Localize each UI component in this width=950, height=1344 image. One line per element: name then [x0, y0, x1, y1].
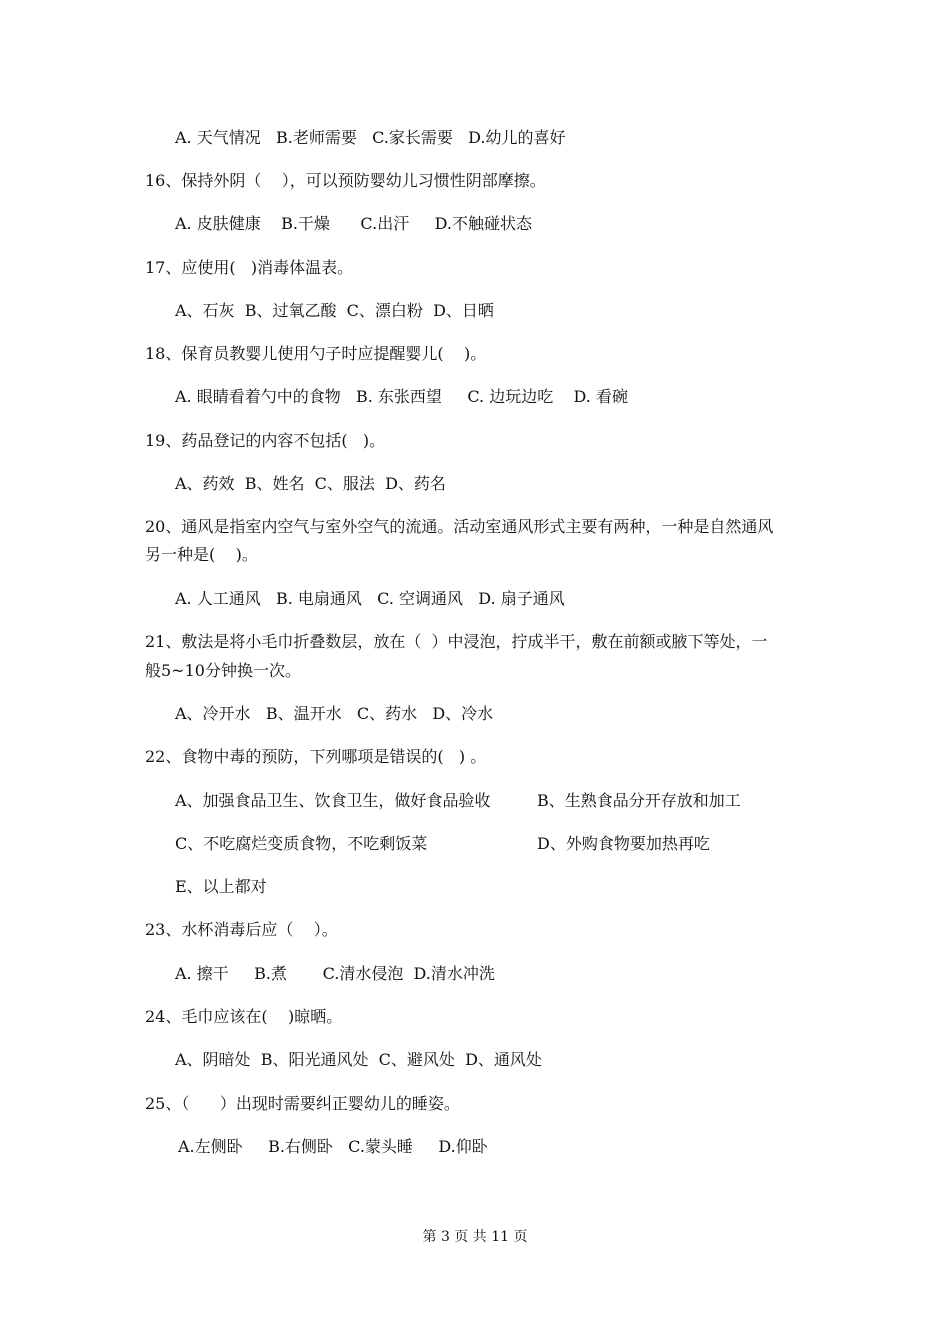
q23-options: A. 擦干 B.煮 C.清水侵泡 D.清水冲洗 [175, 964, 495, 983]
q17-question: 17、应使用( )消毒体温表。 [145, 258, 354, 277]
q18-options: A. 眼睛看着勺中的食物 B. 东张西望 C. 边玩边吃 D. 看碗 [175, 387, 628, 406]
q21-options: A、冷开水 B、温开水 C、药水 D、冷水 [175, 704, 494, 723]
q22-option-e: E、以上都对 [175, 877, 267, 896]
q22-option-d: D、外购食物要加热再吃 [537, 834, 710, 853]
q20-question-line1: 20、通风是指室内空气与室外空气的流通。活动室通风形式主要有两种，一种是自然通风 [145, 517, 774, 536]
q16-options: A. 皮肤健康 B.干燥 C.出汗 D.不触碰状态 [175, 214, 532, 233]
page-footer: 第 3 页 共 11 页 [422, 1229, 528, 1245]
q21-question-line2: 般5~10分钟换一次。 [145, 661, 301, 680]
q20-options: A. 人工通风 B. 电扇通风 C. 空调通风 D. 扇子通风 [175, 589, 565, 608]
q23-question: 23、水杯消毒后应（ ）。 [145, 920, 338, 939]
q16-question: 16、保持外阴（ ），可以预防婴幼儿习惯性阴部摩擦。 [145, 171, 546, 190]
q22-option-a: A、加强食品卫生、饮食卫生，做好食品验收 [175, 791, 491, 810]
q15-options: A. 天气情况 B.老师需要 C.家长需要 D.幼儿的喜好 [175, 128, 566, 147]
q22-question: 22、食物中毒的预防，下列哪项是错误的( ) 。 [145, 747, 487, 766]
q17-options: A、石灰 B、过氧乙酸 C、漂白粉 D、日晒 [175, 301, 494, 320]
q22-option-c: C、不吃腐烂变质食物，不吃剩饭菜 [175, 834, 428, 853]
q21-question-line1: 21、敷法是将小毛巾折叠数层，放在（ ）中浸泡，拧成半干，敷在前额或腋下等处，一 [145, 632, 768, 651]
q18-question: 18、保育员教婴儿使用勺子时应提醒婴儿( )。 [145, 344, 487, 363]
q22-option-b: B、生熟食品分开存放和加工 [537, 791, 741, 810]
q20-question-line2: 另一种是( )。 [145, 545, 258, 564]
q24-question: 24、毛巾应该在( )晾晒。 [145, 1007, 343, 1026]
q19-question: 19、药品登记的内容不包括( )。 [145, 431, 386, 450]
q24-options: A、阴暗处 B、阳光通风处 C、避风处 D、通风处 [175, 1050, 542, 1069]
q25-options: A.左侧卧 B.右侧卧 C.蒙头睡 D.仰卧 [178, 1137, 488, 1156]
q19-options: A、药效 B、姓名 C、服法 D、药名 [175, 474, 446, 493]
q25-question: 25、（ ）出现时需要纠正婴幼儿的睡姿。 [145, 1094, 460, 1113]
